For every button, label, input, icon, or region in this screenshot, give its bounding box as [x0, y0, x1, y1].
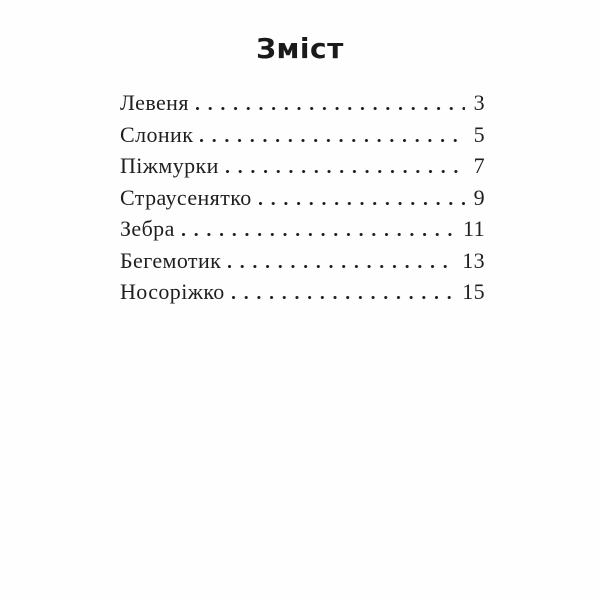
- entry-page-number: 7: [473, 153, 485, 178]
- entry-page-number: 13: [462, 247, 485, 273]
- toc-entry: [120, 122, 485, 154]
- entry-title: Страусенятко: [120, 184, 252, 210]
- toc-entry: [120, 185, 485, 217]
- entry-page-number: 5: [473, 121, 485, 147]
- entry-page-number: 15: [462, 279, 485, 304]
- entry-page-number: 11: [463, 216, 485, 241]
- entry-title: Слоник: [120, 121, 194, 147]
- toc-title: Зміст: [256, 32, 344, 65]
- dot-leader: [228, 265, 453, 268]
- dot-leader: [232, 296, 454, 299]
- entry-page-number: 9: [473, 184, 485, 210]
- dot-leader: [259, 202, 465, 205]
- entry-title: Бегемотик: [120, 247, 222, 273]
- toc-entry: [120, 90, 485, 122]
- entry-page-number: 3: [473, 90, 485, 115]
- toc-list: [120, 90, 485, 311]
- entry-title: Піжмурки: [120, 153, 219, 178]
- dot-leader: [200, 139, 464, 142]
- toc-entry: [120, 279, 485, 311]
- dot-leader: [196, 107, 465, 110]
- entry-title: Носоріжко: [120, 279, 225, 304]
- toc-entry: [120, 216, 485, 248]
- dot-leader: [182, 233, 454, 236]
- toc-entry: [120, 153, 485, 185]
- entry-title: Левеня: [120, 90, 189, 115]
- entry-title: Зебра: [120, 216, 175, 241]
- dot-leader: [226, 170, 465, 173]
- toc-entry: [120, 248, 485, 280]
